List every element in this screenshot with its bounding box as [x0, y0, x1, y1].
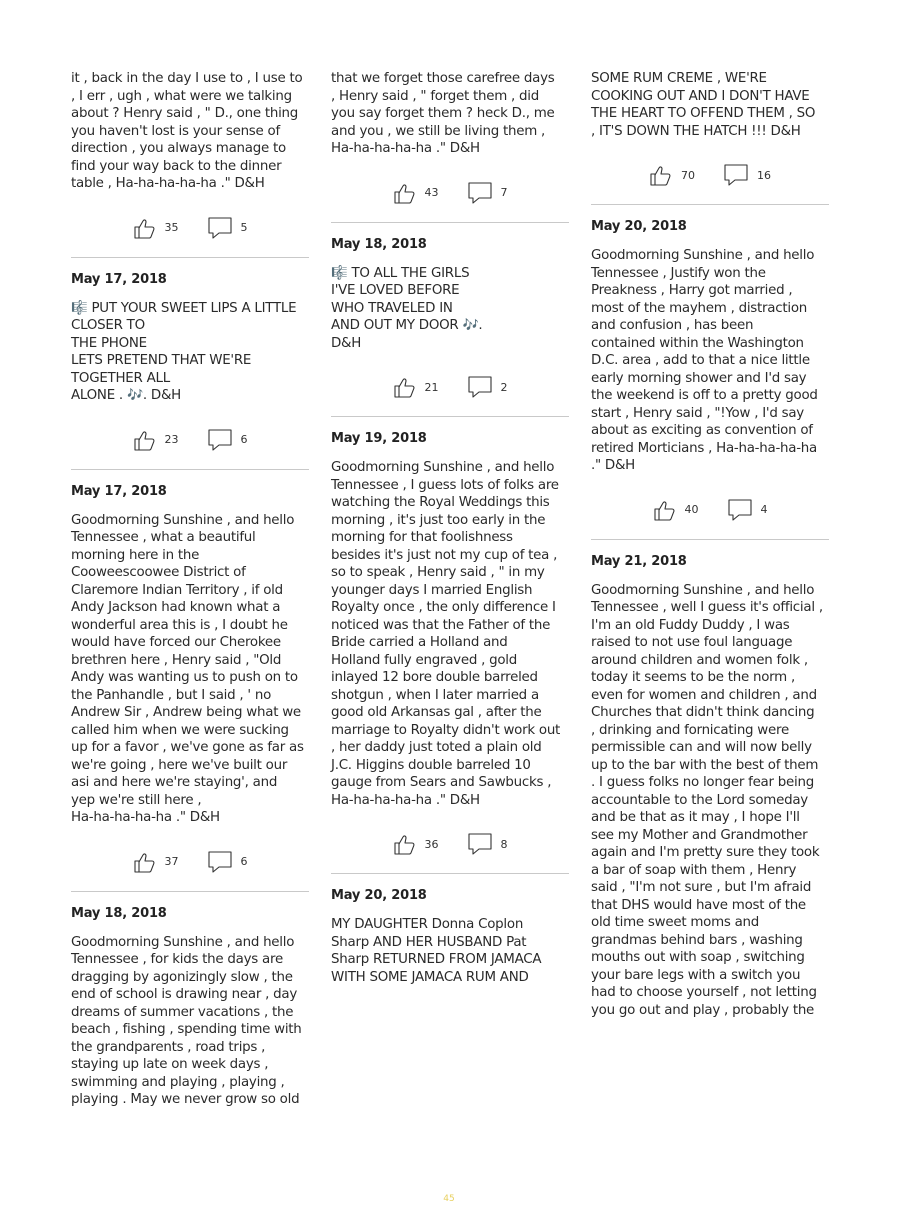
post-stats: [591, 493, 829, 527]
like-counter[interactable]: [133, 428, 179, 452]
post-date: May 19, 2018: [331, 431, 427, 446]
comment-count: 6: [240, 855, 248, 868]
like-count: 35: [164, 221, 179, 234]
like-icon[interactable]: [133, 428, 157, 452]
post-divider: [71, 469, 309, 470]
like-icon[interactable]: [133, 216, 157, 240]
column-1: [71, 70, 309, 1109]
post-divider: [71, 257, 309, 258]
comment-count: 2: [500, 380, 508, 394]
post-divider: [71, 891, 309, 892]
like-icon[interactable]: [393, 832, 417, 856]
like-count: 21: [424, 380, 439, 394]
comment-counter[interactable]: [467, 375, 508, 399]
comment-counter[interactable]: [207, 216, 248, 240]
music-notes-icon: 🎶: [126, 388, 143, 403]
post-date: May 17, 2018: [71, 483, 167, 499]
comment-counter[interactable]: [467, 181, 508, 205]
post-stats: [331, 370, 569, 404]
post-text: [331, 265, 569, 353]
comment-counter[interactable]: [727, 498, 768, 522]
post-text-body: TO ALL THE GIRLS I'VE LOVED BEFORE WHO TRAVELED IN AND OUT MY DOOR: [331, 265, 470, 333]
like-icon[interactable]: [393, 181, 417, 205]
post-stats: [71, 211, 309, 245]
like-count: 43: [424, 186, 439, 199]
post: [591, 219, 829, 540]
like-count: 23: [164, 433, 179, 446]
like-counter[interactable]: [393, 375, 439, 399]
continued-post-text: it , back in the day I use to , I use to , I err , ugh , what were we talking about ? Henry said , " D., one thing you haven't lost is your sense of direction , you always manage to find your way back to the dinner table , Ha-ha-ha-ha-ha ." D&H: [71, 71, 303, 191]
post-date: May 18, 2018: [71, 905, 167, 921]
music-notes-icon: 🎶: [462, 318, 479, 333]
post-stats: [71, 423, 309, 457]
post: [71, 484, 309, 892]
post-stats: [591, 158, 829, 192]
comment-counter[interactable]: [467, 832, 508, 856]
music-score-icon: 🎼: [331, 265, 348, 281]
post-text-tail: . D&H: [331, 318, 483, 351]
continued-post-text: that we forget those carefree days , Henry said , " forget them , did you say forget them ? heck D., me and you , we still be living them , Ha-ha-ha-ha-ha ." D&H: [331, 71, 555, 156]
column-3: [591, 70, 829, 1019]
like-icon[interactable]: [393, 375, 417, 399]
post-text: Goodmorning Sunshine , and hello Tennessee , for kids the days are dragging by agonizingly slow , the end of school is drawing near , day dreams of summer vacations , the beach , fishing , spending time with the grandparents , road trips , staying up late on week days , swimming and playing , playing , playing . May we never grow so old: [71, 934, 302, 1107]
like-count: 36: [424, 837, 439, 851]
column-2: [331, 70, 569, 986]
post: [331, 237, 569, 418]
post-text: Goodmorning Sunshine , and hello Tennessee , Justify won the Preakness , Harry got married , most of the mayhem , distraction and confusion , has been contained within the Washington D.C. area , add to that a nice little early morning shower and I'd say the weekend is off to a pretty good start , Henry said , "!Yow , I'd say about as exciting as convention of retired Morticians , Ha-ha-ha-ha-ha ." D&H: [591, 248, 818, 473]
like-count: 40: [684, 503, 699, 516]
post: [71, 906, 309, 1109]
post-date: May 20, 2018: [591, 219, 687, 234]
post: [71, 272, 309, 470]
like-count: 70: [681, 168, 695, 182]
post-text: MY DAUGHTER Donna Coplon Sharp AND HER HUSBAND Pat Sharp RETURNED FROM JAMACA WITH SOME JAMACA RUM AND: [331, 917, 542, 985]
post-divider: [331, 873, 569, 874]
post-date: May 17, 2018: [71, 271, 167, 287]
comment-count: 4: [760, 503, 768, 516]
post-divider: [331, 222, 569, 223]
post-text: [71, 300, 309, 405]
post-date: May 21, 2018: [591, 553, 687, 569]
post-text-tail: . D&H: [142, 388, 181, 403]
post-divider: [591, 539, 829, 540]
post: [331, 888, 569, 986]
like-icon[interactable]: [653, 498, 677, 522]
comment-count: 6: [240, 433, 248, 446]
comment-count: 16: [757, 168, 771, 182]
post-stats: [331, 827, 569, 861]
comment-count: 8: [500, 837, 508, 851]
comment-count: 5: [240, 221, 248, 234]
comment-count: 7: [500, 186, 508, 199]
post-stats: [331, 176, 569, 210]
comment-icon[interactable]: [467, 375, 493, 399]
music-score-icon: 🎼: [71, 300, 88, 316]
like-count: 37: [164, 855, 179, 868]
comment-counter[interactable]: [723, 163, 771, 187]
post-text: Goodmorning Sunshine , and hello Tennessee , what a beautiful morning here in the Cooweescoowee District of Claremore Indian Territory , if old Andy Jackson had known what a wonderful area this is , I doubt he would have forced our Cherokee brethren here , Henry said , "Old Andy was wanting us to push on to the Panhandle , but I said , ' no Andrew Sir , Andrew being what we called him when we were sucking up for a favor , we've gone as far as we're going , here we've built our asi and here we're staying', and yep we're still here , Ha-ha-ha-ha-ha ." D&H: [71, 512, 304, 825]
comment-icon[interactable]: [727, 498, 753, 522]
like-icon[interactable]: [133, 850, 157, 874]
like-counter[interactable]: [133, 850, 179, 874]
like-counter[interactable]: [393, 181, 439, 205]
comment-icon[interactable]: [207, 428, 233, 452]
post-text: Goodmorning Sunshine , and hello Tennessee , I guess lots of folks are watching the Royal Weddings this morning , it's just too early in the morning for that foolishness besides it's just not my cup of tea , so to speak , Henry said , " in my younger days I married English Royalty once , the only difference I noticed was that the Father of the Bride carried a Holland and Holland fully engraved , gold inlayed 12 bore double barreled shotgun , when I later married a good old Arkansas gal , after the marriage to Royalty didn't work out , her daddy just toted a plain old J.C. Higgins double barreled 10 gauge from Sears and Sawbucks , Ha-ha-ha-ha-ha ." D&H: [331, 460, 561, 808]
like-counter[interactable]: [133, 216, 179, 240]
comment-counter[interactable]: [207, 850, 248, 874]
like-counter[interactable]: [393, 832, 439, 856]
comment-counter[interactable]: [207, 428, 248, 452]
post: [591, 554, 829, 1020]
like-icon[interactable]: [649, 163, 673, 187]
comment-icon[interactable]: [723, 163, 749, 187]
continued-post-text: SOME RUM CREME , WE'RE COOKING OUT AND I DON'T HAVE THE HEART TO OFFEND THEM , SO , IT'S DOWN THE HATCH !!! D&H: [591, 71, 816, 139]
post-text: Goodmorning Sunshine , and hello Tennessee , well I guess it's official , I'm an old Fuddy Duddy , I was raised to not use foul language around children and women folk , today it seems to be the norm , even for women and children , and Churches that didn't think dancing , drinking and fornicating were permissible can and will now belly up to the bar with the best of them . I guess folks no longer fear being accountable to the Lord someday and be that as it may , I hope I'll see my Mother and Grandmother again and I'm pretty sure they took a bar of soap with them , Henry said , "I'm not sure , but I'm afraid that DHS would have most of the old time sweet moms and grandmas behind bars , washing mouths out with soap , switching your bare legs with a switch you had to choose yourself , not letting you go out and play , probably the: [591, 582, 823, 1018]
comment-icon[interactable]: [467, 181, 493, 205]
post-stats: [71, 845, 309, 879]
comment-icon[interactable]: [207, 850, 233, 874]
post-date: May 20, 2018: [331, 888, 427, 903]
post: [331, 431, 569, 874]
page-number: 45: [443, 1194, 455, 1204]
post-divider: [591, 204, 829, 205]
comment-icon[interactable]: [467, 832, 493, 856]
like-counter[interactable]: [653, 498, 699, 522]
comment-icon[interactable]: [207, 216, 233, 240]
post-text-body: PUT YOUR SWEET LIPS A LITTLE CLOSER TO THE PHONE LETS PRETEND THAT WE'RE TOGETHER ALL ALONE .: [71, 300, 297, 403]
post-divider: [331, 416, 569, 417]
like-counter[interactable]: [649, 163, 695, 187]
post-date: May 18, 2018: [331, 236, 427, 252]
